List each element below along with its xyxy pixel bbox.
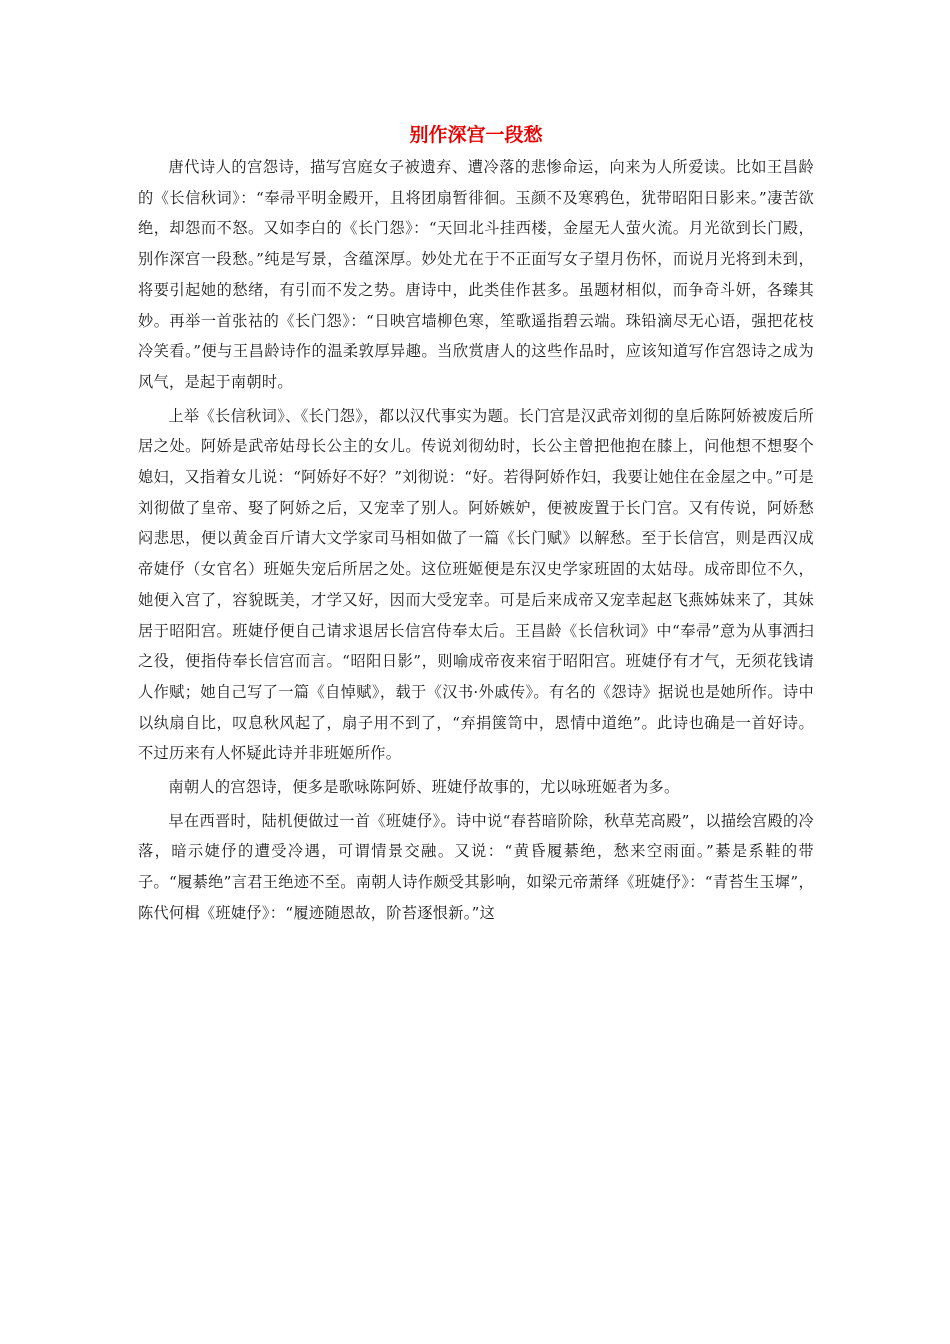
document-page — [138, 118, 814, 929]
paragraph-2: 上举《长信秋词》、《长门怨》，都以汉代事实为题。长门宫是汉武帝刘彻的皇后陈阿娇被废后所居之处。阿娇是武帝姑母长公主的女儿。传说刘彻幼时，长公主曾把他抱在膝上，问他想不想娶个媳妇，又指着女儿说：“阿娇好不好？”刘彻说：“好。若得阿娇作妇，我要让她住在金屋之中。”可是刘彻做了皇帝、娶了阿娇之后，又宠幸了别人。阿娇嫉妒，便被废置于长门宫。又有传说，阿娇愁闷悲思，便以黄金百斤请大文学家司马相如做了一篇《长门赋》以解愁。至于长信宫，则是西汉成帝婕伃（女官名）班姬失宠后所居之处。这位班姬便是东汉史学家班固的太姑母。成帝即位不久，她便入宫了，容貌既美，才学又好，因而大受宠幸。可是后来成帝又宠幸起赵飞燕姊妹来了，其妹居于昭阳宫。班婕伃便自己请求退居长信宫侍奉太后。王昌龄《长信秋词》中“奉帚”意为从事洒扫之役，便指侍奉长信宫而言。“昭阳日影”，则喻成帝夜来宿于昭阳宫。班婕伃有才气，无须花钱请人作赋；她自己写了一篇《自悼赋》，载于《汉书·外戚传》。有名的《怨诗》据说也是她所作。诗中以纨扇自比，叹息秋风起了，扇子用不到了，“弃捐箧笥中，恩情中道绝”。此诗也确是一首好诗。不过历来有人怀疑此诗并非班姬所作。 — [138, 406, 814, 763]
paragraph-4: 早在西晋时，陆机便做过一首《班婕伃》。诗中说“春苔暗阶除，秋草芜高殿”，以描绘宫殿的冷落，暗示婕伃的遭受冷遇，可谓情景交融。又说：“黄昏履綦绝，愁来空雨面。”綦是系鞋的带子。“履綦绝”言君王绝迹不至。南朝人诗作颇受其影响，如梁元帝萧绎《班婕伃》：“青苔生玉墀”，陈代何楫《班婕伃》：“履迹随恩故，阶苔逐恨新。”这 — [138, 811, 814, 922]
paragraph-1: 唐代诗人的宫怨诗，描写宫庭女子被遗弃、遭冷落的悲惨命运，向来为人所爱读。比如王昌龄的《长信秋词》：“奉帚平明金殿开，且将团扇暂徘徊。玉颜不及寒鸦色，犹带昭阳日影来。”凄苦欲绝，却怨而不怒。又如李白的《长门怨》：“天回北斗挂西楼，金屋无人萤火流。月光欲到长门殿，别作深宫一段愁。”纯是写景，含蕴深厚。妙处尤在于不正面写女子望月伤怀，而说月光将到未到，将要引起她的愁绪，有引而不发之势。唐诗中，此类佳作甚多。虽题材相似，而争奇斗妍，各臻其妙。再举一首张祜的《长门怨》：“日映宫墙柳色寒，笙歌遥指碧云端。珠铅滴尽无心语，强把花枝冷笑看。”便与王昌龄诗作的温柔敦厚异趣。当欣赏唐人的这些作品时，应该知道写作宫怨诗之成为风气，是起于南朝时。 — [138, 158, 814, 391]
paragraph-3: 南朝人的宫怨诗，便多是歌咏陈阿娇、班婕伃故事的，尤以咏班姬者为多。 — [168, 778, 680, 797]
document-title: 别作深宫一段愁 — [409, 124, 543, 146]
